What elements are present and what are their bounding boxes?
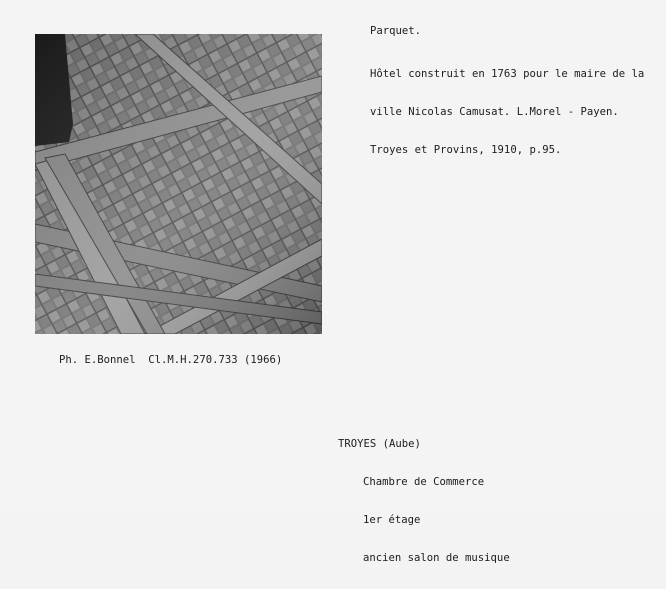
photo-credit: Ph. E.Bonnel Cl.M.H.270.733 (1966): [59, 354, 283, 366]
location-block: [338, 413, 510, 589]
description-line: Troyes et Provins, 1910, p.95.: [370, 143, 562, 156]
location-building: Chambre de Commerce: [363, 475, 485, 488]
parquet-floor-photo: [35, 34, 322, 334]
caption-description: [370, 43, 644, 182]
description-line: ville Nicolas Camusat. L.Morel - Payen.: [370, 105, 619, 118]
location-floor: 1er étage: [363, 513, 421, 526]
description-line: Hôtel construit en 1763 pour le maire de la: [370, 68, 645, 81]
location-city: TROYES (Aube): [338, 438, 421, 451]
location-room: ancien salon de musique: [363, 551, 510, 564]
caption-title: Parquet.: [370, 25, 422, 37]
